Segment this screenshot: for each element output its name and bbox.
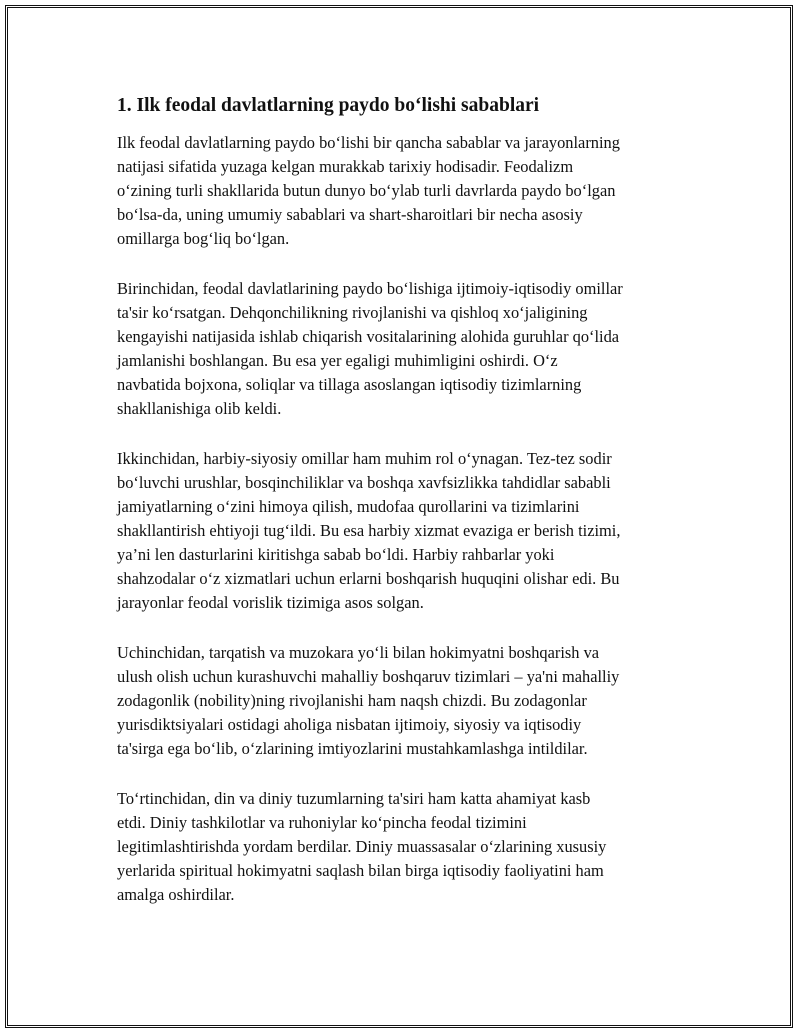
text-line: etdi. Diniy tashkilotlar va ruhoniylar ko‘pincha feodal tizimini: [117, 813, 527, 832]
text-line: Ilk feodal davlatlarning paydo bo‘lishi bir qancha sabablar va jarayonlarning: [117, 133, 620, 152]
text-line: jamlanishi boshlangan. Bu esa yer egaligi muhimligini oshirdi. O‘z: [117, 351, 558, 370]
text-line: bo‘lsa-da, uning umumiy sabablari va shart-sharoitlari bir necha asosiy: [117, 205, 583, 224]
text-line: To‘rtinchidan, din va diniy tuzumlarning ta'siri ham katta ahamiyat kasb: [117, 789, 591, 808]
paragraph-first-reason: [117, 277, 692, 421]
document-title: 1. Ilk feodal davlatlarning paydo bo‘lishi sabablari: [117, 95, 540, 116]
text-line: shakllantirish ehtiyoji tug‘ildi. Bu esa harbiy xizmat evaziga er berish tizimi,: [117, 521, 621, 540]
paragraph-third-reason: [117, 641, 692, 761]
text-line: ulush olish uchun kurashuvchi mahalliy boshqaruv tizimlari – ya'ni mahalliy: [117, 667, 620, 686]
text-line: Birinchidan, feodal davlatlarining paydo bo‘lishiga ijtimoiy-iqtisodiy omillar: [117, 279, 623, 298]
text-line: yurisdiktsiyalari ostidagi aholiga nisbatan ijtimoiy, siyosiy va iqtisodiy: [117, 715, 582, 734]
text-line: natijasi sifatida yuzaga kelgan murakkab tarixiy hodisadir. Feodalizm: [117, 157, 574, 176]
text-line: shahzodalar o‘z xizmatlari uchun erlarni boshqarish huquqini olishar edi. Bu: [117, 569, 620, 588]
text-line: shakllanishiga olib keldi.: [117, 399, 282, 418]
text-line: o‘zining turli shakllarida butun dunyo bo‘ylab turli davrlarda paydo bo‘lgan: [117, 181, 616, 200]
text-line: jamiyatlarning o‘zini himoya qilish, mudofaa qurollarini va tizimlarini: [117, 497, 580, 516]
paragraph-fourth-reason: [117, 787, 692, 907]
text-line: legitimlashtirishda yordam berdilar. Diniy muassasalar o‘zlarining xususiy: [117, 837, 607, 856]
document-body: [117, 93, 692, 907]
text-line: zodagonlik (nobility)ning rivojlanishi ham naqsh chizdi. Bu zodagonlar: [117, 691, 587, 710]
text-line: kengayishi natijasida ishlab chiqarish vositalarining alohida guruhlar qo‘lida: [117, 327, 620, 346]
text-line: Ikkinchidan, harbiy-siyosiy omillar ham muhim rol o‘ynagan. Tez-tez sodir: [117, 449, 612, 468]
text-line: yerlarida spiritual hokimyatni saqlash bilan birga iqtisodiy faoliyatini ham: [117, 861, 604, 880]
text-line: ta'sirga ega bo‘lib, o‘zlarining imtiyozlarini mustahkamlashga intildilar.: [117, 739, 588, 758]
text-line: ta'sir ko‘rsatgan. Dehqonchilikning rivojlanishi va qishloq xo‘jaligining: [117, 303, 588, 322]
text-line: Uchinchidan, tarqatish va muzokara yo‘li bilan hokimyatni boshqarish va: [117, 643, 600, 662]
text-line: jarayonlar feodal vorislik tizimiga asos solgan.: [117, 593, 424, 612]
text-line: omillarga bog‘liq bo‘lgan.: [117, 229, 290, 248]
paragraph-intro: [117, 131, 692, 251]
text-line: bo‘luvchi urushlar, bosqinchiliklar va boshqa xavfsizlikka tahdidlar sababli: [117, 473, 611, 492]
text-line: ya’ni len dasturlarini kiritishga sabab bo‘ldi. Harbiy rahbarlar yoki: [117, 545, 555, 564]
text-line: amalga oshirdilar.: [117, 885, 235, 904]
paragraph-second-reason: [117, 447, 692, 615]
text-line: navbatida bojxona, soliqlar va tillaga asoslangan iqtisodiy tizimlarning: [117, 375, 582, 394]
